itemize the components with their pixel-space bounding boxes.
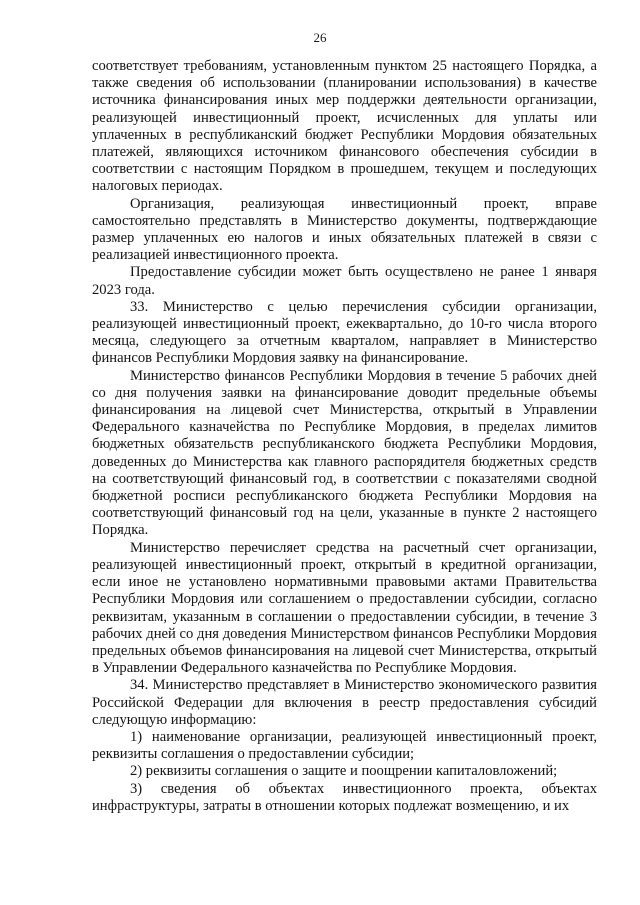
paragraph-continuation: соответствует требованиям, установленным пунктом 25 настоящего Порядка, а также сведения об использовании (планировании использования) в качестве источника финансирования иных мер поддержки деятельности организации, реализующей инвестиционный проект, исчисленных для уплаты или уплаченных в республиканский бюджет Республики Мордовия обязательных платежей, являющихся источником финансового обеспечения субсидии в соответствии с настоящим Порядком в прошедшем, текущем и последующих налоговых периодах.: [92, 58, 597, 195]
list-item-3: 3) сведения об объектах инвестиционного проекта, объектах инфраструктуры, затраты в отношении которых подлежат возмещению, и их: [92, 780, 597, 814]
document-body: [92, 58, 597, 815]
paragraph-item-33: 33. Министерство с целью перечисления субсидии организации, реализующей инвестиционный проект, ежеквартально, до 10-го числа второго месяца, следующего за отчетным кварталом, направляет в Министерство финансов Республики Мордовия заявку на финансирование.: [92, 298, 597, 367]
paragraph-subsidy-start-date: Предоставление субсидии может быть осуществлено не ранее 1 января 2023 года.: [92, 264, 597, 298]
list-item-1: 1) наименование организации, реализующей инвестиционный проект, реквизиты соглашения о предоставлении субсидии;: [92, 728, 597, 763]
paragraph-finance-ministry: Министерство финансов Республики Мордовия в течение 5 рабочих дней со дня получения заявки на финансирование доводит предельные объемы финансирования на лицевой счет Министерства, открытый в Управлении Федерального казначейства по Республике Мордовия, в пределах лимитов бюджетных обязательств республиканского бюджета Республики Мордовия, доведенных до Министерства как главного распорядителя бюджетных средств на соответствующий финансовый год, в соответствии с показателями сводной бюджетной росписи республиканского бюджета Республики Мордовия на соответствующий финансовый год на цели, указанные в пункте 2 настоящего Порядка.: [92, 367, 597, 539]
paragraph-item-34: 34. Министерство представляет в Министерство экономического развития Российской Федерации для включения в реестр предоставления субсидий следующую информацию:: [92, 677, 597, 728]
page-number: 26: [313, 30, 327, 45]
paragraph-ministry-transfers: Министерство перечисляет средства на расчетный счет организации, реализующей инвестиционный проект, открытый в кредитной организации, если иное не установлено нормативными правовыми актами Правительства Республики Мордовия или соглашением о предоставлении субсидии, согласно реквизитам, указанным в соглашении о предоставлении субсидии, в течение 3 рабочих дней со дня доведения Министерством финансов Республики Мордовия предельных объемов финансирования на лицевой счет Министерства, открытый в Управлении Федерального казначейства по Республике Мордовия.: [92, 539, 597, 677]
paragraph-organization-right: Организация, реализующая инвестиционный проект, вправе самостоятельно представлять в Министерство документы, подтверждающие размер уплаченных ею налогов и иных обязательных платежей в связи с реализацией инвестиционного проекта.: [92, 195, 597, 264]
list-item-2: 2) реквизиты соглашения о защите и поощрении капиталовложений;: [130, 763, 558, 780]
